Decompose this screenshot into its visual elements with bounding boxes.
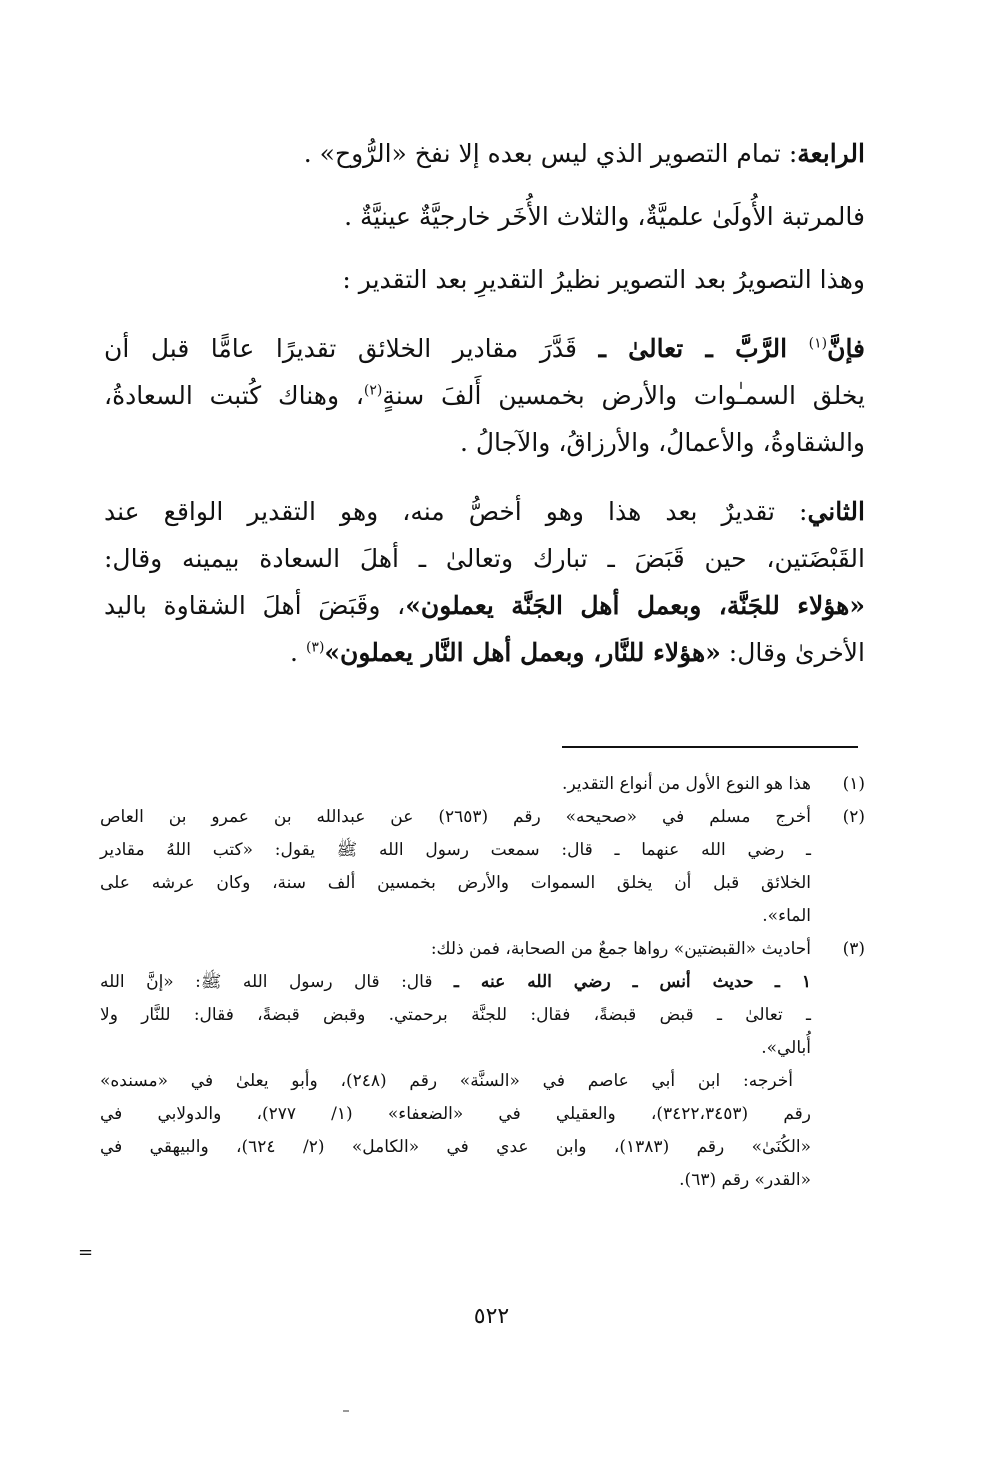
term-fourth: الرابعة — [797, 139, 865, 168]
footnote-line: الماء». — [762, 906, 811, 926]
paragraph-stages-summary: فالمرتبة الأُولَىٰ علميَّةٌ، والثلاث الأُخَر خارجيَّةٌ عينيَّةٌ . — [344, 202, 865, 231]
hadith-number: ١ ـ — [774, 972, 812, 992]
continuation-mark: = — [78, 1242, 94, 1263]
footnote-2 — [100, 801, 865, 933]
paragraph-fourth-stage — [104, 130, 865, 177]
general-decree-line-2b: ، وهناك كُتبت السعادةُ، — [104, 381, 364, 410]
footnote-line: أخرجه: ابن أبي عاصم في «السنَّة» رقم (٢٤٨)، وأبو يعلىٰ في «مسنده» — [100, 1071, 793, 1091]
footnote-line — [100, 966, 811, 999]
main-text — [104, 130, 865, 676]
footnote-separator — [562, 746, 858, 748]
footnote-line: أحاديث «القبضتين» رواها جمعٌ من الصحابة، فمن ذلك: — [430, 939, 811, 959]
scan-speck — [343, 1410, 349, 1412]
footnote-line: أُبالي». — [761, 1038, 811, 1058]
term-second: الثاني — [807, 497, 865, 526]
hadith-title: حديث أنس ـ رضي الله عنه ـ — [453, 972, 754, 992]
second-decree-line-4: الأخرىٰ وقال: — [728, 638, 865, 667]
second-decree-line-2: القَبْضَتين، حين قَبَضَ ـ تبارك وتعالىٰ ـ أهلَ السعادة بيمينه وقال: — [104, 544, 865, 573]
footnote-ref-1: (١) — [808, 335, 828, 352]
footnote-ref-3: (٣) — [305, 639, 325, 656]
hadith-text: قال: قال رسول الله ﷺ: «إنَّ الله — [100, 972, 433, 992]
footnote-line: ـ رضي الله عنهما ـ قال: سمعت رسول الله ﷺ يقول: «كتب اللهُ مقادير — [100, 840, 811, 860]
footnote-line: ـ تعالىٰ ـ قبض قبضةً، فقال: للجنَّة برحمتي. وقبض قبضةً، فقال: للنَّار ولا — [100, 1005, 811, 1025]
page-number: ٥٢٢ — [473, 1304, 510, 1329]
footnotes — [100, 768, 865, 1197]
footnote-number: (١) — [842, 774, 865, 794]
second-decree-line-3: ، وقَبَضَ أهلَ الشقاوة باليد — [104, 591, 406, 620]
bold-phrase-lord: الرَّبَّ ـ تعالىٰ ـ — [598, 334, 788, 363]
footnote-1 — [100, 768, 865, 801]
general-decree-line-1: قَدَّرَ مقادير الخلائق تقديرًا عامًّا قبل أن — [104, 334, 578, 363]
fourth-text: : تمام التصوير الذي ليس بعده إلا نفخ «الرُّوح» . — [303, 139, 798, 168]
footnote-line: أخرج مسلم في «صحيحه» رقم (٢٦٥٣) عن عبدالله بن عمرو بن العاص — [100, 807, 811, 827]
footnote-line: «القدر» رقم (٦٣). — [679, 1170, 811, 1190]
footnote-number: (٣) — [842, 939, 865, 959]
quote-fire: «هؤلاء للنَّار، وبعمل أهل النَّار يعملون» — [324, 638, 721, 667]
lead-word: فإنَّ — [827, 334, 866, 363]
paragraph-analogy: وهذا التصويرُ بعد التصوير نظيرُ التقديرِ بعد التقدير : — [342, 265, 865, 294]
general-decree-line-3: والشقاوةُ، والأعمالُ، والأرزاقُ، والآجالُ . — [459, 428, 865, 457]
footnote-number: (٢) — [842, 807, 865, 827]
footnote-3 — [100, 933, 865, 1197]
second-decree-line-1: : تقديرٌ بعد هذا وهو أخصُّ منه، وهو التقدير الواقع عند — [104, 497, 808, 526]
footnote-line: «الكُنَىٰ» رقم (١٣٨٣)، وابن عدي في «الكامل» (٢/ ٦٢٤)، والبيهقي في — [100, 1137, 812, 1157]
paragraph-second-decree: الثاني: تقديرٌ بعد هذا وهو أخصُّ منه، وهو التقدير الواقع عند القَبْضَتين، حين قَبَضَ ـ تبارك وتعالىٰ ـ أهلَ السعادة بيمينه وقال: «هؤلاء للجَنَّة، وبعمل أهل الجَنَّة يعملون»، وقَبَضَ أهلَ الشقاوة باليد الأخرىٰ وقال: «هؤلاء للنَّار، وبعمل أهل النَّار يعملون»$^{(٣)}$ . — [104, 497, 865, 667]
general-decree-line-2a: يخلق السمـٰوات والأرض بخمسين أَلفَ سنةٍ — [382, 381, 865, 410]
footnote-line: الخلائق قبل أن يخلق السموات والأرض بخمسين ألف سنة، وكان عرشه على — [100, 873, 811, 893]
paragraph-general-decree — [104, 325, 865, 466]
quote-paradise: «هؤلاء للجَنَّة، وبعمل أهل الجَنَّة يعملون» — [405, 591, 865, 620]
footnote-ref-2: (٢) — [363, 382, 383, 399]
footnote-text: هذا هو النوع الأول من أنواع التقدير. — [562, 774, 811, 794]
footnote-line: رقم (٣٤٢٢،٣٤٥٣)، والعقيلي في «الضعفاء» (١/ ٢٧٧)، والدولابي في — [100, 1104, 811, 1124]
